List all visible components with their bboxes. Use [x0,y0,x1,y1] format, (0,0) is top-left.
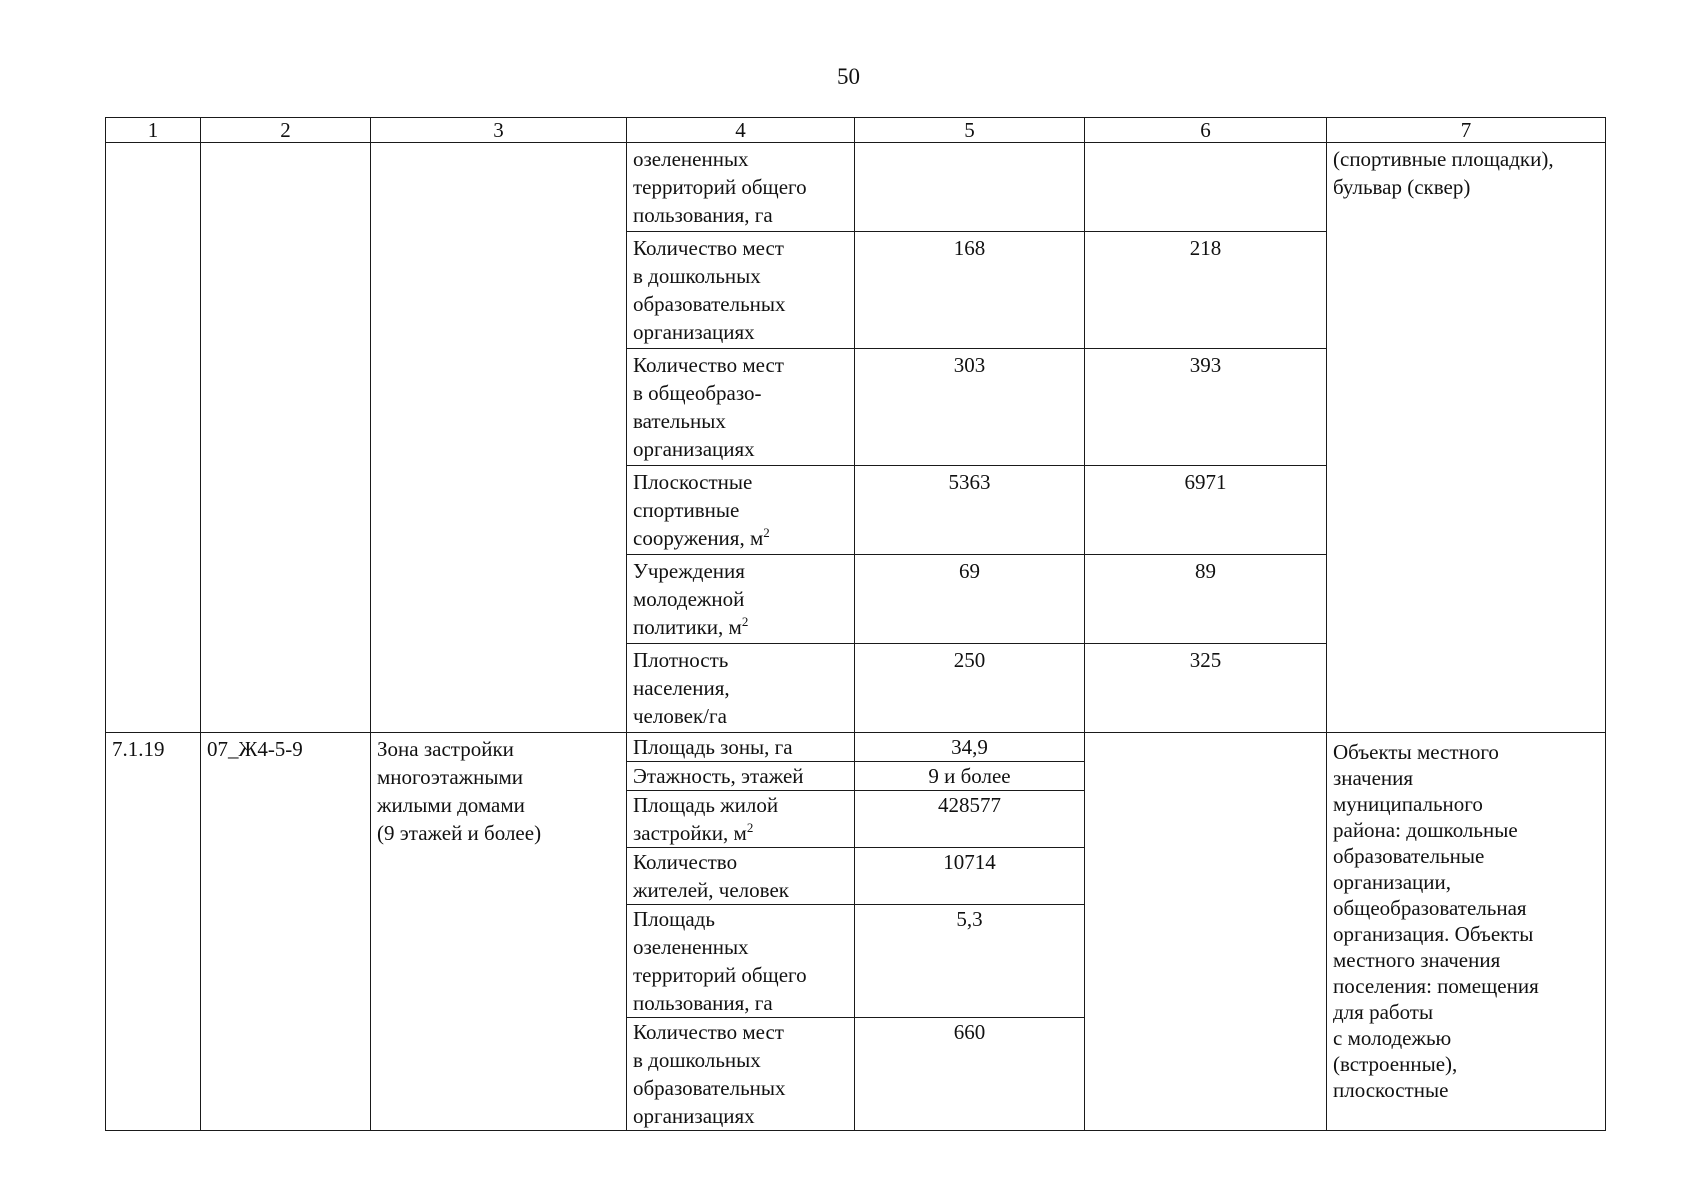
zone-name-cell [371,733,627,1131]
objects-cell [1327,733,1606,1131]
zone-name-line: многоэтажными [377,765,524,789]
column-number-row [106,118,1606,143]
objects-line: поселения: помещения [1333,974,1539,998]
indicator-line: Плотность [633,648,729,672]
indicator-line: Количество мест [633,236,784,260]
superscript: 2 [746,820,754,835]
indicator-line: организациях [633,320,755,344]
indicator-line: Площадь зоны, га [633,735,793,759]
indicator-cell [627,232,855,349]
zone-name-cell [371,143,627,733]
indicator-line: организациях [633,1104,755,1128]
indicator-line: Количество мест [633,353,784,377]
value-text: 10714 [943,850,996,874]
objects-line: с молодежью [1333,1026,1452,1050]
value-cell-col5 [855,143,1085,232]
value-cell-col5 [855,555,1085,644]
objects-line: для работы [1333,1000,1434,1024]
value-text: 9 и более [928,764,1011,788]
indicator-line: в дошкольных [633,1048,761,1072]
indicator-line: в общеобразо- [633,381,762,405]
land-use-table [105,117,1606,1131]
zone-code-cell [201,143,371,733]
indicator-line: человек/га [633,704,727,728]
indicator-line: территорий общего [633,963,807,987]
value-cell-col5 [855,733,1085,762]
objects-line: местного значения [1333,948,1501,972]
indicator-line: молодежной [633,587,745,611]
value-cell-col6 [1085,466,1327,555]
indicator-cell [627,733,855,762]
zone-name-line: (9 этажей и более) [377,821,542,845]
value-text: 69 [959,559,980,583]
indicator-line: Плоскостные [633,470,753,494]
indicator-line: спортивные [633,498,740,522]
page-number: 50 [837,64,860,89]
value-cell-col5 [855,1018,1085,1131]
objects-line: муниципального [1333,792,1483,816]
objects-cell [1327,143,1606,733]
value-text: 89 [1195,559,1216,583]
zone-number-cell [106,143,201,733]
value-cell-col5 [855,905,1085,1018]
indicator-line: Учреждения [633,559,745,583]
value-cell-col6 [1085,555,1327,644]
objects-line: значения [1333,766,1414,790]
indicator-cell [627,143,855,232]
value-text: 34,9 [951,735,988,759]
value-text: 6971 [1184,470,1227,494]
value-text: 218 [1189,236,1222,260]
superscript: 2 [763,525,770,540]
superscript: 2 [741,614,749,629]
indicator-cell [627,1018,855,1131]
value-cell-col5 [855,349,1085,466]
indicator-line: Количество мест [633,1020,784,1044]
indicator-line: сооружения, $м^2$ [633,525,770,550]
value-text: 393 [1189,353,1222,377]
indicator-line: Количество [633,850,738,874]
zone-name-line: Зона застройки [377,737,514,761]
value-text: 325 [1189,648,1222,672]
objects-line: образовательные [1333,844,1485,868]
zone-code-cell [201,733,371,1131]
value-text: 428577 [938,793,1001,817]
indicator-cell [627,905,855,1018]
value-text: 660 [953,1020,986,1044]
value-cell-col5 [855,232,1085,349]
indicator-line: пользования, га [633,991,773,1015]
indicator-line: озелененных [633,935,749,959]
indicator-cell [627,466,855,555]
value-cell-col6 [1085,232,1327,349]
indicator-line: озелененных [633,147,749,171]
indicator-line: территорий общего [633,175,807,199]
column-number-cell: 4 [627,118,855,143]
value-cell-col5 [855,644,1085,733]
column-number-cell: 3 [371,118,627,143]
column-number-cell: 1 [106,118,201,143]
indicator-line: пользования, га [633,203,773,227]
value-text: 7.1.19 [112,737,165,761]
objects-line: бульвар (сквер) [1333,175,1471,199]
objects-line: Объекты местного [1333,740,1499,764]
value-text: 168 [953,236,986,260]
indicator-line: вательных [633,409,726,433]
objects-line: (спортивные площадки), [1333,147,1554,171]
indicator-line: образовательных [633,292,786,316]
value-cell-col6 [1085,143,1327,232]
objects-line: организация. Объекты [1333,922,1534,946]
indicator-cell [627,555,855,644]
value-cell-col6 [1085,349,1327,466]
value-text: 250 [953,648,986,672]
indicator-line: в дошкольных [633,264,761,288]
column-number-cell: 7 [1327,118,1606,143]
indicator-line: политики, $м^2$ [633,614,749,639]
indicator-line: Этажность, этажей [633,764,804,788]
objects-line: организации, [1333,870,1451,894]
zone-number-cell [106,733,201,1131]
value-cell-col6 [1085,733,1327,1131]
indicator-cell [627,644,855,733]
indicator-line: Площадь жилой [633,793,779,817]
indicator-line: образовательных [633,1076,786,1100]
column-number-cell: 5 [855,118,1085,143]
value-cell-col5 [855,466,1085,555]
value-cell-col6 [1085,644,1327,733]
value-text: 303 [953,353,986,377]
table-row [106,143,1606,232]
indicator-cell [627,762,855,791]
indicator-line: организациях [633,437,755,461]
indicator-line: застройки, $м^2$ [633,820,754,845]
objects-line: (встроенные), [1333,1052,1458,1076]
value-cell-col5 [855,848,1085,905]
table-row [106,733,1606,762]
objects-line: района: дошкольные [1333,818,1518,842]
value-text: 5,3 [956,907,983,931]
objects-line: общеобразовательная [1333,896,1527,920]
indicator-cell [627,349,855,466]
indicator-cell [627,791,855,848]
indicator-line: населения, [633,676,730,700]
indicator-line: Площадь [633,907,715,931]
zone-name-line: жилыми домами [377,793,525,817]
value-cell-col5 [855,791,1085,848]
indicator-line: жителей, человек [633,878,789,902]
column-number-cell: 2 [201,118,371,143]
column-number-cell: 6 [1085,118,1327,143]
indicator-cell [627,848,855,905]
value-text: 5363 [948,470,991,494]
value-cell-col5 [855,762,1085,791]
value-text: 07_Ж4-5-9 [207,737,303,761]
objects-line: плоскостные [1333,1078,1449,1102]
